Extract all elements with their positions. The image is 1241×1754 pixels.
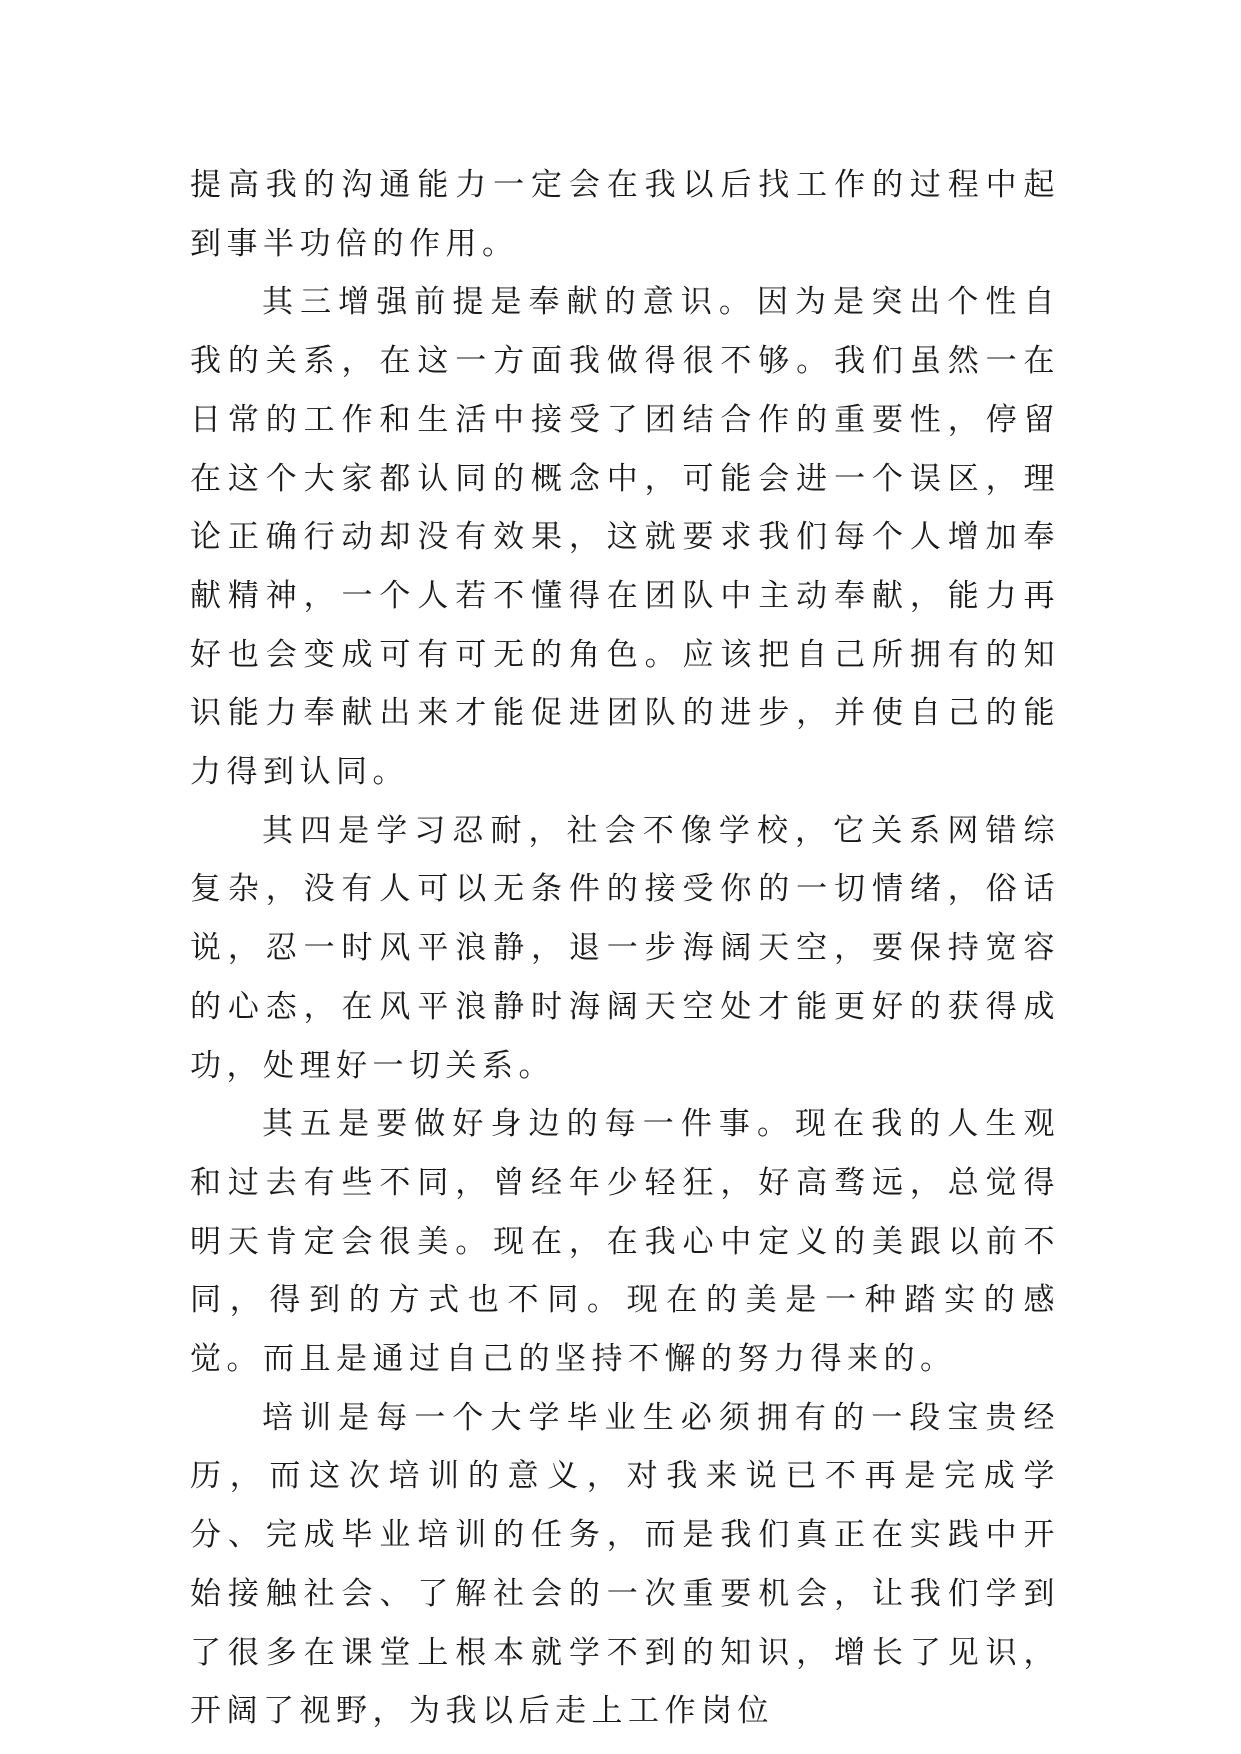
paragraph-2: 其三增强前提是奉献的意识。因为是突出个性自我的关系，在这一方面我做得很不够。我们虽然一在日常的工作和生活中接受了团结合作的重要性，停留在这个大家都认同的概念中，可能会进一个误区，理论正确行动却没有效果，这就要求我们每个人增加奉献精神，一个人若不懂得在团队中主动奉献，能力再好也会变成可有可无的角色。应该把自己所拥有的知识能力奉献出来才能促进团队的进步，并使自己的能力得到认同。 — [190, 284, 1060, 791]
paragraph-3: 其四是学习忍耐，社会不像学校，它关系网错综复杂，没有人可以无条件的接受你的一切情绪，俗话说，忍一时风平浪静，退一步海阔天空，要保持宽容的心态，在风平浪静时海阔天空处才能更好的获得成功，处理好一切关系。 — [190, 812, 1060, 1084]
paragraph-5: 培训是每一个大学毕业生必须拥有的一段宝贵经历，而这次培训的意义，对我来说已不再是完成学分、完成毕业培训的任务，而是我们真正在实践中开始接触社会、了解社会的一次重要机会，让我们学到了很多在课堂上根本就学不到的知识，增长了见识，开阔了视野，为我以后走上工作岗位 — [190, 1399, 1060, 1730]
paragraph-1: 提高我的沟通能力一定会在我以后找工作的过程中起到事半功倍的作用。 — [190, 167, 1060, 262]
paragraph-4: 其五是要做好身边的每一件事。现在我的人生观和过去有些不同，曾经年少轻狂，好高骛远，总觉得明天肯定会很美。现在，在我心中定义的美跟以前不同，得到的方式也不同。现在的美是一种踏实的感觉。而且是通过自己的坚持不懈的努力得来的。 — [190, 1106, 1060, 1378]
document-body — [190, 156, 1060, 1741]
